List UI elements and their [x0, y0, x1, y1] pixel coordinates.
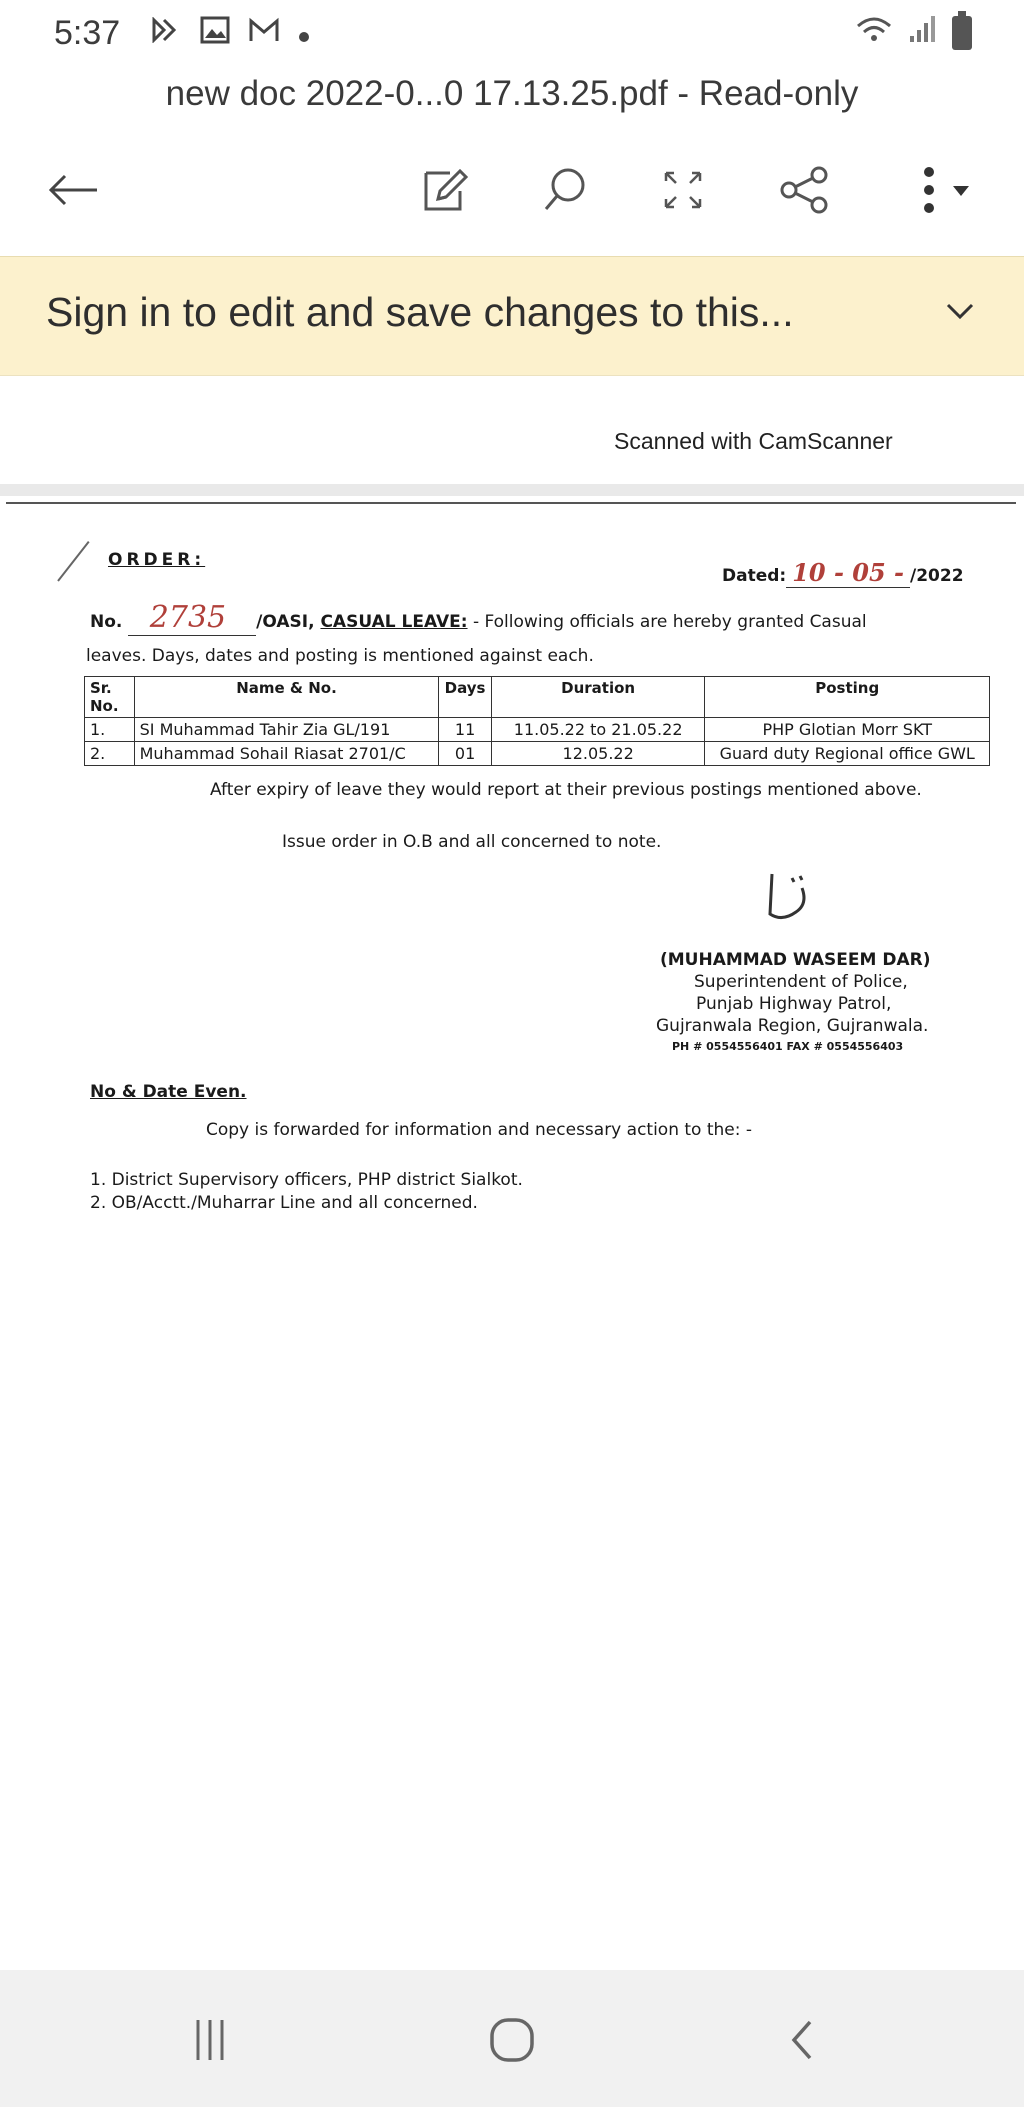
header-duration: Duration [491, 677, 705, 718]
cell-duration: 11.05.22 to 21.05.22 [491, 718, 705, 742]
image-icon [200, 16, 230, 52]
home-icon[interactable] [482, 2010, 542, 2070]
order-number-line: No. 2735 /OASI, CASUAL LEAVE: - Following officials are hereby granted Casual [90, 600, 867, 635]
notification-icons [152, 16, 310, 52]
intro-line-2: leaves. Days, dates and posting is mentioned against each. [86, 646, 594, 666]
dated-label: Dated: 10 - 05 - /2022 [722, 558, 964, 587]
cell-days: 01 [439, 742, 491, 766]
dot-icon [298, 17, 310, 51]
play-icon [152, 17, 182, 51]
cell-sr: 1. [85, 718, 135, 742]
gmail-icon [248, 17, 280, 51]
edit-icon[interactable] [410, 150, 480, 230]
cell-sr: 2. [85, 742, 135, 766]
fullscreen-icon[interactable] [648, 150, 718, 230]
page-divider [0, 484, 1024, 496]
system-icons [854, 14, 972, 51]
pdf-page[interactable] [0, 496, 1024, 1966]
table-header-row [85, 677, 990, 718]
recent-apps-icon[interactable] [180, 2010, 240, 2070]
table-row [85, 742, 990, 766]
header-days: Days [439, 677, 491, 718]
back-arrow-icon[interactable] [38, 150, 108, 230]
cell-posting: Guard duty Regional office GWL [705, 742, 990, 766]
signatory-name: (MUHAMMAD WASEEM DAR) [660, 950, 931, 970]
system-nav-bar [0, 1970, 1024, 2107]
header-sr: Sr. No. [85, 677, 135, 718]
toolbar [0, 150, 1024, 250]
signatory-contact: PH # 0554556401 FAX # 0554556403 [672, 1040, 904, 1053]
recipient-item: 1. District Supervisory officers, PHP district Sialkot. [90, 1170, 523, 1190]
pen-mark [57, 541, 89, 582]
copy-forwarded-text: Copy is forwarded for information and necessary action to the: - [206, 1120, 753, 1140]
header-posting: Posting [705, 677, 990, 718]
chevron-down-icon[interactable] [942, 295, 978, 330]
sign-in-banner[interactable] [0, 256, 1024, 376]
camscanner-watermark: Scanned with CamScanner [614, 428, 893, 454]
document-title: new doc 2022-0...0 17.13.25.pdf - Read-only [165, 74, 859, 113]
status-time: 5:37 [54, 14, 121, 52]
search-icon[interactable] [530, 150, 600, 230]
signature-mark [752, 868, 822, 933]
recipient-item: 2. OB/Acctt./Muharrar Line and all concerned. [90, 1193, 478, 1213]
cell-posting: PHP Glotian Morr SKT [705, 718, 990, 742]
page-edge-line [6, 502, 1016, 504]
table-row [85, 718, 990, 742]
header-name: Name & No. [134, 677, 439, 718]
signatory-title-1: Superintendent of Police, [694, 972, 908, 992]
cell-name: Muhammad Sohail Riasat 2701/C [134, 742, 439, 766]
leave-table [84, 676, 990, 766]
battery-icon [952, 16, 972, 50]
after-expiry-text: After expiry of leave they would report at their previous postings mentioned above. [210, 780, 922, 800]
cell-days: 11 [439, 718, 491, 742]
banner-text: Sign in to edit and save changes to this... [46, 289, 794, 335]
signatory-title-2: Punjab Highway Patrol, [696, 994, 892, 1014]
signatory-title-3: Gujranwala Region, Gujranwala. [656, 1016, 929, 1036]
back-nav-icon[interactable] [772, 2010, 832, 2070]
order-heading: ORDER: [108, 550, 206, 570]
cell-duration: 12.05.22 [491, 742, 705, 766]
signal-icon [908, 14, 938, 51]
more-options-icon[interactable] [900, 150, 990, 230]
share-icon[interactable] [770, 150, 840, 230]
wifi-icon [854, 14, 894, 51]
issue-order-text: Issue order in O.B and all concerned to note. [282, 832, 662, 852]
no-date-even: No & Date Even. [90, 1082, 247, 1102]
cell-name: SI Muhammad Tahir Zia GL/191 [134, 718, 439, 742]
